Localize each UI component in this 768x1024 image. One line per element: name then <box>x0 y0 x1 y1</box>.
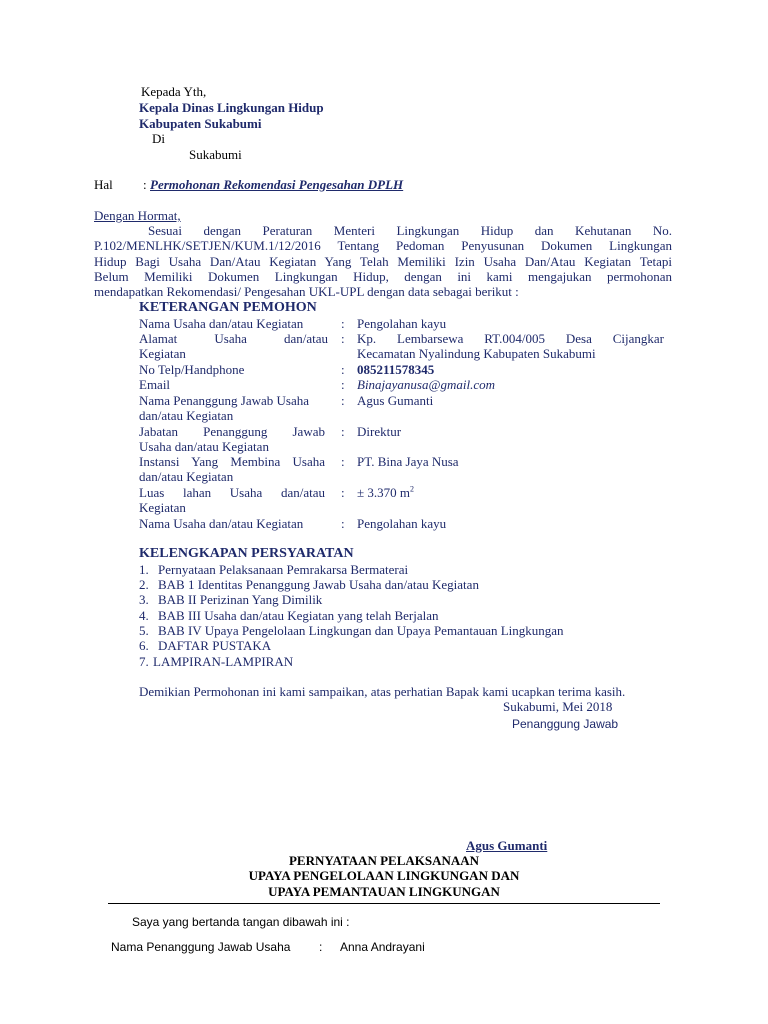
closing-role: Penanggung Jawab <box>512 717 619 731</box>
pemohon-label: Nama Usaha dan/atau Kegiatan <box>139 516 304 531</box>
item-text: BAB 1 Identitas Penanggung Jawab Usaha dan/atau Kegiatan <box>158 577 479 592</box>
item-number: 1. <box>139 562 149 577</box>
pemohon-colon: : <box>341 485 345 500</box>
statement-field-value: Anna Andrayani <box>340 940 425 954</box>
addressee-greeting: Kepada Yth, <box>141 84 207 99</box>
email-value: Binajayanusa@gmail.com <box>357 377 495 392</box>
pemohon-value: PT. Bina Jaya Nusa <box>357 454 459 469</box>
pemohon-colon: : <box>341 362 345 377</box>
body-line-3: Hidup Bagi Usaha Dan/Atau Kegiatan Yang Telah Memiliki Izin Usaha Dan/Atau Kegiatan Tetapi <box>94 254 672 269</box>
persyaratan-item-1 <box>139 562 408 578</box>
pemohon-value: Kecamatan Nyalindung Kabupaten Sukabumi <box>357 346 596 361</box>
pemohon-label: Kegiatan <box>139 500 186 515</box>
persyaratan-item-7 <box>139 654 293 670</box>
land-area-unit-superscript: 2 <box>410 484 414 494</box>
salutation: Dengan Hormat, <box>94 208 181 223</box>
pemohon-colon: : <box>341 393 345 408</box>
item-number: 7. <box>139 654 149 669</box>
statement-field-colon: : <box>319 940 323 954</box>
pemohon-label: Nama Penanggung Jawab Usaha <box>139 393 310 408</box>
pemohon-label: Nama Usaha dan/atau Kegiatan <box>139 316 304 331</box>
pemohon-colon: : <box>341 424 345 439</box>
recipient-city: Sukabumi <box>189 147 242 162</box>
body-line-5: mendapatkan Rekomendasi/ Pengesahan UKL-UPL dengan data sebagai berikut : <box>94 284 519 299</box>
item-text: BAB IV Upaya Pengelolaan Lingkungan dan Upaya Pemantauan Lingkungan <box>158 623 564 638</box>
statement-field-label: Nama Penanggung Jawab Usaha <box>111 940 291 954</box>
pemohon-value: Pengolahan kayu <box>357 516 447 531</box>
pemohon-label: Email <box>139 377 171 392</box>
statement-title-2: UPAYA PENGELOLAAN LINGKUNGAN DAN <box>248 868 520 883</box>
pemohon-value: Pengolahan kayu <box>357 316 447 331</box>
pemohon-label: dan/atau Kegiatan <box>139 408 234 423</box>
pemohon-colon: : <box>341 516 345 531</box>
pemohon-colon: : <box>341 454 345 469</box>
pemohon-value: Kp. Lembarsewa RT.004/005 Desa Cijangkar <box>357 331 664 346</box>
subject-colon: : <box>143 177 147 192</box>
land-area-value <box>357 485 414 501</box>
item-text: DAFTAR PUSTAKA <box>158 638 272 653</box>
pemohon-label: No Telp/Handphone <box>139 362 245 377</box>
item-text: LAMPIRAN-LAMPIRAN <box>153 654 294 669</box>
pemohon-colon: : <box>341 331 345 346</box>
item-number: 3. <box>139 592 149 607</box>
pemohon-value: Agus Gumanti <box>357 393 434 408</box>
statement-intro: Saya yang bertanda tangan dibawah ini : <box>132 915 350 929</box>
land-area-number: ± 3.370 m <box>357 485 410 500</box>
item-number: 5. <box>139 623 149 638</box>
persyaratan-item-5 <box>139 623 564 639</box>
pemohon-label: Luas lahan Usaha dan/atau <box>139 485 325 500</box>
item-number: 6. <box>139 638 149 653</box>
pemohon-label: Instansi Yang Membina Usaha <box>139 454 325 469</box>
closing-text: Demikian Permohonan ini kami sampaikan, atas perhatian Bapak kami ucapkan terima kasih. <box>139 684 626 699</box>
persyaratan-heading: KELENGKAPAN PERSYARATAN <box>139 546 354 561</box>
item-number: 2. <box>139 577 149 592</box>
persyaratan-item-3 <box>139 592 322 608</box>
pemohon-label: Jabatan Penanggung Jawab <box>139 424 325 439</box>
statement-title-3: UPAYA PEMANTAUAN LINGKUNGAN <box>268 884 500 899</box>
subject-text: Permohonan Rekomendasi Pengesahan DPLH <box>150 177 404 192</box>
pemohon-colon: : <box>341 316 345 331</box>
item-text: Pernyataan Pelaksanaan Pemrakarsa Bermaterai <box>158 562 409 577</box>
pemohon-value: Direktur <box>357 424 402 439</box>
subject-label: Hal <box>94 177 113 192</box>
item-text: BAB III Usaha dan/atau Kegiatan yang telah Berjalan <box>158 608 439 623</box>
persyaratan-item-4 <box>139 608 438 624</box>
pemohon-heading: KETERANGAN PEMOHON <box>139 300 317 315</box>
body-line-4: Belum Memiliki Dokumen Lingkungan Hidup, dengan ini kami mengajukan permohonan <box>94 269 672 284</box>
phone-value: 085211578345 <box>357 362 435 377</box>
persyaratan-item-2 <box>139 577 479 593</box>
body-line-2: P.102/MENLHK/SETJEN/KUM.1/12/2016 Tentang Pedoman Penyusunan Dokumen Lingkungan <box>94 238 672 253</box>
pemohon-label: Usaha dan/atau Kegiatan <box>139 439 269 454</box>
pemohon-label: Kegiatan <box>139 346 186 361</box>
pemohon-colon: : <box>341 377 345 392</box>
recipient-line-2: Kabupaten Sukabumi <box>139 116 262 131</box>
item-number: 4. <box>139 608 149 623</box>
pemohon-label: Alamat Usaha dan/atau <box>139 331 328 346</box>
recipient-line-1: Kepala Dinas Lingkungan Hidup <box>139 100 324 115</box>
closing-signer: Agus Gumanti <box>466 838 548 853</box>
closing-place-date: Sukabumi, Mei 2018 <box>503 699 613 714</box>
statement-title-1: PERNYATAAN PELAKSANAAN <box>288 853 480 868</box>
recipient-di: Di <box>152 131 165 146</box>
statement-divider <box>108 903 660 904</box>
persyaratan-item-6 <box>139 638 271 654</box>
item-text: BAB II Perizinan Yang Dimilik <box>158 592 323 607</box>
pemohon-label: dan/atau Kegiatan <box>139 469 234 484</box>
body-line-1: Sesuai dengan Peraturan Menteri Lingkungan Hidup dan Kehutanan No. <box>148 223 672 238</box>
